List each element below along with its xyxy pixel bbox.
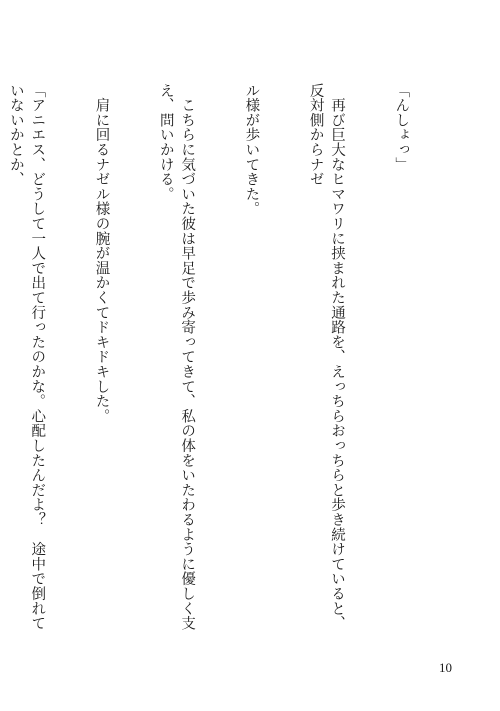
text-line: こちらに気づいた彼は早足で歩み寄ってきて、私の体をいたわるように優しく支え、問いかける。 — [157, 83, 196, 631]
text-line: 再び巨大なヒマワリに挟まれた通路を、えっちらおっちらと歩き続けていると、反対側からナゼ — [307, 83, 345, 631]
page-number: 10 — [439, 660, 452, 675]
text-line: 「アニエス、どうして一人で出て行ったのかな。心配したんだよ？ 途中で倒れていないかとか、 — [7, 83, 46, 631]
text-line: 「んしょっ」 — [393, 83, 410, 172]
body-text — [0, 83, 454, 643]
text-line: 肩に回るナゼル様の腕が温かくてドキドキした。 — [93, 83, 110, 424]
text-line: ル様が歩いてきた。 — [243, 83, 260, 217]
